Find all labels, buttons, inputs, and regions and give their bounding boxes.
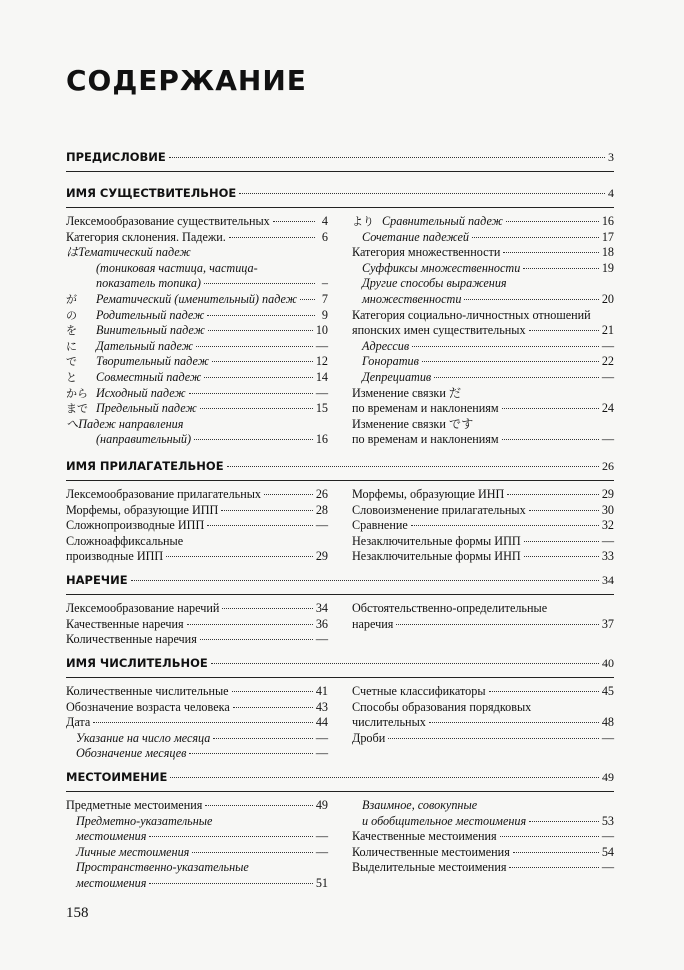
toc-entry-line	[66, 534, 328, 550]
toc-entry[interactable]	[352, 432, 614, 448]
dot-leader	[489, 691, 599, 692]
toc-entry-text: Словоизменение прилагательных	[352, 502, 526, 517]
page-ref: 29	[601, 487, 614, 501]
page-ref: 34	[315, 601, 328, 615]
toc-entry-text: Лексемообразование наречий	[66, 601, 220, 615]
dot-leader	[388, 738, 599, 739]
toc-column	[352, 487, 614, 565]
toc-columns	[66, 601, 614, 648]
page-ref: 44	[315, 715, 328, 730]
toc-entry-text: Изменение связки だ	[352, 385, 462, 400]
toc-entry-text: Предметно-указательные	[76, 813, 213, 828]
toc-entry-text: Сложнопроизводные ИПП	[66, 518, 205, 533]
section-adv	[66, 573, 614, 648]
toc-entry-line	[352, 700, 614, 716]
dot-leader	[472, 237, 599, 238]
toc-entry[interactable]	[352, 715, 614, 731]
dot-leader	[194, 439, 313, 440]
page-ref: 37	[601, 616, 614, 631]
dot-leader	[149, 836, 312, 837]
section-adj	[66, 459, 614, 565]
toc-entry-text: Винительный падеж	[96, 323, 205, 338]
toc-entry[interactable]	[66, 354, 328, 370]
page-ref: 41	[315, 684, 328, 698]
toc-entry-text: Дроби	[352, 730, 386, 745]
page-ref: —	[315, 385, 328, 400]
toc-entry[interactable]	[66, 601, 328, 617]
toc-column	[66, 214, 328, 448]
dot-leader	[187, 624, 313, 625]
page-ref: 6	[321, 229, 328, 244]
toc-entry-text: Падеж направления	[78, 416, 184, 431]
page-ref: 4	[321, 214, 328, 228]
toc-entry[interactable]	[352, 292, 614, 308]
toc-column	[66, 684, 328, 762]
toc-entry-text: Гоноратив	[362, 354, 419, 369]
toc-entry[interactable]	[66, 829, 328, 845]
dot-leader	[205, 805, 312, 806]
dot-leader	[170, 777, 599, 778]
toc-entry-text: Рематический (именительный) падеж	[96, 291, 297, 306]
toc-column	[352, 798, 614, 892]
section-title: НАРЕЧИЕ	[66, 573, 128, 587]
dot-leader	[131, 580, 599, 581]
page-ref: 21	[601, 323, 614, 338]
page-ref: —	[601, 730, 614, 745]
dot-leader	[412, 346, 599, 347]
toc-entry-line	[66, 417, 328, 433]
toc-entry-text: Предметные местоимения	[66, 798, 203, 812]
dot-leader	[529, 330, 599, 331]
toc-entry[interactable]	[66, 798, 328, 814]
toc-entry[interactable]	[352, 370, 614, 386]
dot-leader	[429, 722, 599, 723]
page-ref: 49	[602, 770, 614, 784]
page-ref: 54	[601, 844, 614, 859]
toc-entry[interactable]	[66, 230, 328, 246]
section-pron	[66, 770, 614, 892]
toc-entry-text: Обозначение возраста человека	[66, 699, 230, 714]
toc-entry-text: Категория множественности	[352, 245, 501, 260]
dot-leader	[396, 624, 598, 625]
dot-leader	[211, 663, 599, 664]
kana-particle: へ	[66, 416, 79, 431]
toc-entry-text: местоимения	[76, 875, 147, 890]
page-ref: —	[315, 746, 328, 761]
toc-entry-text: множественности	[362, 291, 462, 306]
dot-leader	[507, 494, 598, 495]
toc-section-heading[interactable]	[66, 459, 614, 476]
dot-leader	[523, 268, 598, 269]
toc-entry-text: Дата	[66, 715, 91, 730]
toc-column	[352, 214, 614, 448]
section-rule	[66, 677, 614, 678]
page-ref: —	[601, 432, 614, 447]
toc-entry-text: Исходный падеж	[96, 385, 186, 400]
dot-leader	[229, 237, 315, 238]
toc-entry[interactable]	[66, 432, 328, 448]
dot-leader	[200, 639, 313, 640]
toc-columns	[66, 798, 614, 892]
page-ref: 26	[315, 487, 328, 501]
dot-leader	[513, 852, 599, 853]
toc-entry-text: и обобщительное местоимения	[362, 813, 527, 828]
dot-leader	[189, 753, 312, 754]
toc-column	[66, 601, 328, 648]
toc-entry-text: Взаимное, совокупные	[362, 798, 478, 812]
page-ref: 16	[601, 214, 614, 228]
toc-entry[interactable]	[66, 292, 328, 308]
toc-entry-text: Пространственно-указательные	[76, 860, 249, 875]
page-ref: 7	[321, 291, 328, 306]
toc-entry[interactable]	[66, 487, 328, 503]
kana-particle: の	[66, 308, 77, 322]
toc-section-heading[interactable]	[66, 186, 614, 203]
toc-entry-text: Изменение связки です	[352, 416, 474, 431]
page-ref: 16	[315, 432, 328, 447]
section-num	[66, 656, 614, 762]
kana-particle: が	[66, 292, 77, 306]
dot-leader	[93, 722, 313, 723]
toc-entry-text: Обозначение месяцев	[76, 746, 187, 761]
page-ref: —	[601, 369, 614, 384]
toc-entry[interactable]	[352, 829, 614, 845]
toc-entry-text: Указание на число месяца	[76, 730, 211, 745]
toc-column	[352, 601, 614, 648]
toc-entry[interactable]	[66, 308, 328, 324]
dot-leader	[222, 608, 312, 609]
toc-column	[66, 798, 328, 892]
kana-particle: で	[66, 355, 77, 369]
toc-entry-text: Сочетание падежей	[362, 229, 469, 244]
toc-entry-text: Сравнительный падеж	[382, 214, 503, 228]
page-ref: —	[315, 632, 328, 647]
toc-entry[interactable]	[352, 503, 614, 519]
toc-entry-text: Дательный падеж	[96, 338, 193, 353]
toc-entry-preface[interactable]	[66, 150, 614, 167]
dot-leader	[464, 299, 598, 300]
page-ref: 33	[601, 549, 614, 564]
toc-entry-text: Лексемообразование прилагательных	[66, 487, 262, 501]
page-ref: 19	[601, 260, 614, 275]
dot-leader	[207, 525, 313, 526]
page-number: 158	[66, 905, 89, 921]
toc-entry-text: Количественные наречия	[66, 632, 197, 647]
page-ref: 32	[601, 518, 614, 533]
section-rule	[66, 594, 614, 595]
page-title: СОДЕРЖАНИЕ	[66, 64, 307, 97]
dot-leader	[212, 361, 313, 362]
toc-entry[interactable]	[66, 700, 328, 716]
toc-entry[interactable]	[352, 549, 614, 565]
dot-leader	[529, 510, 599, 511]
toc-entry-text: Творительный падеж	[96, 354, 209, 369]
toc-entry-text: Количественные числительные	[66, 684, 229, 698]
toc-entry[interactable]	[66, 518, 328, 534]
toc-columns	[66, 684, 614, 762]
page-ref: —	[601, 533, 614, 548]
dot-leader	[506, 221, 599, 222]
kana-particle: に	[66, 339, 77, 353]
toc-entry[interactable]	[352, 684, 614, 700]
dot-leader	[264, 494, 313, 495]
toc-entry-text: Сравнение	[352, 518, 408, 533]
kana-particle: より	[352, 215, 374, 228]
page-ref: 51	[315, 875, 328, 890]
page-ref: 28	[315, 502, 328, 517]
toc-entry-text: по временам и наклонениям	[352, 432, 499, 447]
section-title: МЕСТОИМЕНИЕ	[66, 770, 168, 784]
toc-entry-text: Другие способы выражения	[362, 276, 507, 291]
kana-particle: を	[66, 324, 77, 338]
page-ref: —	[601, 860, 614, 875]
page-ref: 10	[315, 323, 328, 338]
page-ref: 30	[601, 502, 614, 517]
toc-entry-text: Морфемы, образующие ИПП	[66, 502, 219, 517]
toc-entry[interactable]	[66, 746, 328, 762]
toc-entry[interactable]	[352, 860, 614, 876]
page-ref: —	[315, 844, 328, 859]
toc-entry[interactable]	[352, 401, 614, 417]
toc-columns	[66, 487, 614, 565]
dot-leader	[192, 852, 312, 853]
toc-entry[interactable]	[352, 518, 614, 534]
section-title: ИМЯ ЧИСЛИТЕЛЬНОЕ	[66, 656, 208, 670]
dot-leader	[239, 193, 605, 194]
page-ref: 43	[315, 699, 328, 714]
page-ref: 12	[315, 354, 328, 369]
toc-entry-text: показатель топика)	[96, 276, 201, 291]
dot-leader	[502, 408, 599, 409]
toc-entry[interactable]	[66, 401, 328, 417]
dot-leader	[434, 377, 599, 378]
toc-entry-text: числительных	[352, 715, 426, 730]
section-preface	[66, 150, 614, 178]
toc-entry[interactable]	[352, 261, 614, 277]
page-ref: 9	[321, 307, 328, 322]
toc-section-heading[interactable]	[66, 573, 614, 590]
toc-entry-text: Незаключительные формы ИПП	[352, 533, 521, 548]
toc-section-heading[interactable]	[66, 770, 614, 787]
toc-entry-text: Депрециатив	[362, 369, 432, 384]
page-ref: —	[315, 518, 328, 533]
toc-columns	[66, 214, 614, 448]
toc-entry-text: производные ИПП	[66, 549, 164, 564]
dot-leader	[502, 439, 599, 440]
toc-entry[interactable]	[66, 214, 328, 230]
page-ref: 22	[601, 354, 614, 369]
page-ref: 18	[601, 245, 614, 260]
toc-entry-text: Способы образования порядковых	[352, 699, 532, 714]
dot-leader	[213, 738, 312, 739]
toc-entry[interactable]	[352, 534, 614, 550]
toc-entry-text: Предельный падеж	[96, 401, 197, 416]
toc-entry-line	[66, 245, 328, 261]
dot-leader	[422, 361, 599, 362]
toc-entry[interactable]	[352, 814, 614, 830]
toc-entry[interactable]	[66, 323, 328, 339]
page-ref: 29	[315, 549, 328, 564]
toc-entry[interactable]	[352, 323, 614, 339]
toc-entry[interactable]	[66, 370, 328, 386]
toc-section-heading[interactable]	[66, 656, 614, 673]
dot-leader	[204, 377, 313, 378]
toc-entry[interactable]	[66, 715, 328, 731]
toc-entry[interactable]	[352, 617, 614, 633]
toc-entry-text: Количественные местоимения	[352, 844, 510, 859]
page-ref: —	[315, 338, 328, 353]
section-rule	[66, 791, 614, 792]
dot-leader	[207, 315, 315, 316]
kana-particle: まで	[66, 402, 88, 416]
dot-leader	[200, 408, 313, 409]
toc-entry[interactable]	[352, 845, 614, 861]
page-ref: 40	[602, 656, 614, 670]
toc-column	[352, 684, 614, 762]
toc-entry-text: Выделительные местоимения	[352, 860, 507, 875]
toc-entry[interactable]	[352, 214, 614, 230]
toc-entry-text: (тониковая частица, частица-	[96, 260, 258, 275]
page-ref: —	[315, 829, 328, 844]
toc-entry-text: Суффиксы множественности	[362, 260, 521, 275]
toc-entry[interactable]	[66, 549, 328, 565]
toc-entry-text: Категория склонения. Падежи.	[66, 229, 226, 244]
toc-entry-text: Лексемообразование существительных	[66, 214, 270, 228]
toc-entry-line	[352, 417, 614, 433]
kana-particle: から	[66, 386, 88, 400]
dot-leader	[524, 541, 599, 542]
section-noun	[66, 186, 614, 448]
toc-entry[interactable]	[66, 386, 328, 402]
page-ref: —	[315, 730, 328, 745]
toc-entry-text: Качественные наречия	[66, 616, 184, 631]
toc-entry-text: Тематический падеж	[78, 245, 191, 260]
dot-leader	[189, 393, 313, 394]
toc-entry-line	[66, 261, 328, 277]
toc-entry-text: Незаключительные формы ИНП	[352, 549, 521, 564]
toc-entry-text: Совместный падеж	[96, 369, 202, 384]
page-ref: 17	[601, 229, 614, 244]
toc-entry-text: наречия	[352, 616, 394, 631]
page-ref: 24	[601, 401, 614, 416]
toc-column	[66, 487, 328, 565]
toc-entry-text: Родительный падеж	[96, 307, 205, 322]
dot-leader	[524, 556, 599, 557]
dot-leader	[204, 283, 315, 284]
toc-entry-text: Категория социально-личностных отношений	[352, 307, 591, 322]
toc-entry-line	[352, 386, 614, 402]
toc-entry[interactable]	[352, 230, 614, 246]
dot-leader	[300, 299, 315, 300]
page-ref: 3	[608, 150, 614, 164]
dot-leader	[411, 525, 599, 526]
toc-entry-text: Обстоятельственно-определительные	[352, 601, 548, 615]
toc-entry[interactable]	[352, 731, 614, 747]
toc-entry-line	[352, 308, 614, 324]
section-rule	[66, 207, 614, 208]
page-ref: 36	[315, 616, 328, 631]
toc-entry-text: по временам и наклонениям	[352, 401, 499, 416]
toc-entry[interactable]	[66, 845, 328, 861]
page-ref: –	[321, 276, 328, 291]
dot-leader	[196, 346, 313, 347]
page-ref: 26	[602, 459, 614, 473]
toc-entry[interactable]	[352, 487, 614, 503]
toc-entry-text: Счетные классификаторы	[352, 684, 486, 698]
toc-entry-text: Адрессив	[362, 338, 410, 353]
toc-entry[interactable]	[66, 617, 328, 633]
toc-entry[interactable]	[352, 339, 614, 355]
toc-entry[interactable]	[66, 276, 328, 292]
page-ref: 15	[315, 401, 328, 416]
toc-entry[interactable]	[352, 245, 614, 261]
page-ref: —	[601, 829, 614, 844]
toc-entry[interactable]	[66, 684, 328, 700]
toc-entry-line	[352, 798, 614, 814]
dot-leader	[166, 556, 313, 557]
dot-leader	[529, 821, 599, 822]
dot-leader	[232, 691, 313, 692]
kana-particle: と	[66, 370, 77, 384]
dot-leader	[273, 221, 315, 222]
dot-leader	[221, 510, 312, 511]
page-ref: 48	[601, 715, 614, 730]
kana-particle: は	[66, 245, 79, 260]
toc-entry-text: Морфемы, образующие ИНП	[352, 487, 505, 501]
dot-leader	[227, 466, 599, 467]
dot-leader	[500, 836, 599, 837]
page-ref: 4	[608, 186, 614, 200]
dot-leader	[208, 330, 313, 331]
page-ref: 34	[602, 573, 614, 587]
toc-entry[interactable]	[66, 339, 328, 355]
toc-entry-line	[352, 276, 614, 292]
toc-entry[interactable]	[66, 876, 328, 892]
toc-entry-text: (направительный)	[96, 432, 192, 447]
dot-leader	[233, 707, 313, 708]
toc-entry-text: Сложноаффиксальные	[66, 533, 184, 548]
section-rule	[66, 480, 614, 481]
toc-entry-text: Качественные местоимения	[352, 829, 497, 844]
toc-entry-line	[352, 601, 614, 617]
toc-entry-text: Личные местоимения	[76, 844, 190, 859]
dot-leader	[149, 883, 312, 884]
dot-leader	[509, 867, 598, 868]
page-ref: 14	[315, 369, 328, 384]
toc-entry-text: японских имен существительных	[352, 323, 526, 338]
toc-entry-line	[66, 814, 328, 830]
toc-entry[interactable]	[66, 731, 328, 747]
section-title: ИМЯ ПРИЛАГАТЕЛЬНОЕ	[66, 459, 224, 473]
section-title: ИМЯ СУЩЕСТВИТЕЛЬНОЕ	[66, 186, 237, 200]
toc-entry[interactable]	[66, 632, 328, 648]
page-ref: 20	[601, 291, 614, 306]
page-ref: —	[601, 338, 614, 353]
toc-entry[interactable]	[352, 354, 614, 370]
section-title: ПРЕДИСЛОВИЕ	[66, 150, 166, 164]
page-ref: 53	[601, 813, 614, 828]
section-rule	[66, 171, 614, 172]
dot-leader	[503, 252, 598, 253]
page-ref: 45	[601, 684, 614, 698]
page-ref: 49	[315, 798, 328, 812]
toc-entry[interactable]	[66, 503, 328, 519]
toc-entry-line	[66, 860, 328, 876]
toc-entry-text: местоимения	[76, 829, 147, 844]
